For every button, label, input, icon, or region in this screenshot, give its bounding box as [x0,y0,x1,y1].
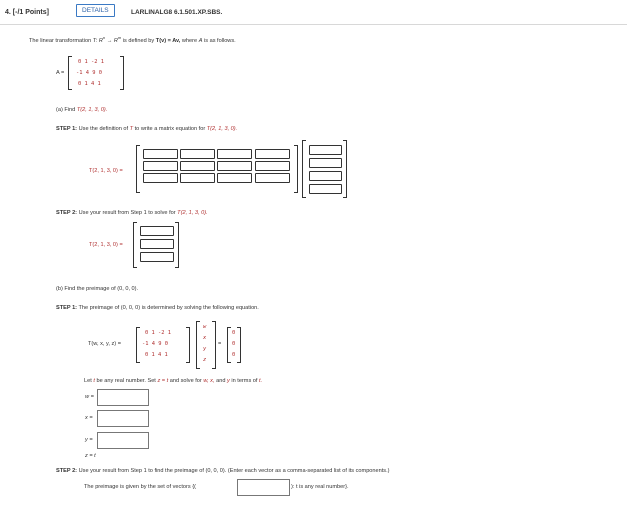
zero-entry: 0 [232,341,236,347]
answer-matrix-right-bracket [294,145,298,193]
w-label: w = [85,394,94,400]
problem-code: LARLINALG8 6.1.501.XP.SBS. [131,9,223,16]
part-a-step1: STEP 1: Use the definition of T to write a matrix equation for T(2, 1, 3, 0). [56,126,238,132]
answer-vector-left-bracket [302,140,306,198]
answer-vector-right-bracket [343,140,347,198]
matrix-a-row: 0 1 4 1 [78,81,101,87]
zero-entry: 0 [232,352,236,358]
points-label: [-/1 Points] [12,9,49,16]
matrix-a-row: -1 4 9 0 [76,70,102,76]
matrix-b-row: 0 1 -2 1 [145,330,171,336]
part-a-step2: STEP 2: Use your result from Step 1 to solve for T(2, 1, 3, 0). [56,210,208,216]
matrix-entry-input[interactable] [180,161,215,171]
y-input[interactable] [97,432,149,449]
part-b-prompt: (b) Find the preimage of (0, 0, 0). [56,286,139,292]
part-b-step1: STEP 1: The preimage of (0, 0, 0) is determined by solving the following equation. [56,305,259,311]
x-input[interactable] [97,410,149,427]
answer-matrix-left-bracket [136,145,140,193]
matrix-entry-input[interactable] [217,161,252,171]
preimage-lhs: T(w, x, y, z) = [88,341,121,347]
intro-sentence: The linear transformation T: $R^n \to R^m$ is defined by T(v) = Av, where A is as follows. [29,35,236,44]
matrix-entry-input[interactable] [180,149,215,159]
result-entry-input[interactable] [140,226,174,236]
var-vector-right-bracket [212,321,216,369]
vector-entry-input[interactable] [309,184,342,194]
step1-lhs: T(2, 1, 3, 0) = [89,168,123,174]
matrix-entry-input[interactable] [255,161,290,171]
vector-entry-input[interactable] [309,145,342,155]
vector-entry-input[interactable] [309,171,342,181]
x-label: x = [85,415,93,421]
zero-entry: 0 [232,330,236,336]
matrix-b-row: -1 4 9 0 [142,341,168,347]
preimage-text-start: The preimage is given by the set of vectors {( [84,484,196,490]
var-x: x [203,335,207,341]
zero-vector-right-bracket [237,327,241,363]
var-z: z [203,357,207,363]
matrix-entry-input[interactable] [143,149,178,159]
details-button[interactable]: DETAILS [76,4,115,17]
matrix-entry-input[interactable] [143,173,178,183]
matrix-a-label: A = [56,70,65,76]
matrix-entry-input[interactable] [143,161,178,171]
matrix-a-left-bracket [68,56,72,90]
result-vector-right-bracket [175,222,179,268]
matrix-a-row: 0 1 -2 1 [78,59,104,65]
var-vector-left-bracket [196,321,200,369]
result-vector-left-bracket [133,222,137,268]
matrix-entry-input[interactable] [255,173,290,183]
result-entry-input[interactable] [140,239,174,249]
matrix-b-left-bracket [136,327,140,363]
question-number: 4. [-/1 Points] [5,9,49,16]
let-t-instruction: Let t be any real number. Set z = t and solve for w, x, and y in terms of t. [84,378,263,384]
zero-vector-left-bracket [227,327,231,363]
preimage-text-end: ): t is any real number}. [291,484,349,490]
matrix-b-row: 0 1 4 1 [145,352,168,358]
equals-sign: = [218,341,222,347]
part-a-prompt: (a) Find T(2, 1, 3, 0). [56,107,108,113]
matrix-entry-input[interactable] [217,149,252,159]
matrix-entry-input[interactable] [180,173,215,183]
matrix-entry-input[interactable] [255,149,290,159]
w-input[interactable] [97,389,149,406]
result-entry-input[interactable] [140,252,174,262]
var-w: w [203,324,207,330]
matrix-entry-input[interactable] [217,173,252,183]
z-equals-t: z = t [85,453,96,459]
header-divider [0,24,627,25]
matrix-a-right-bracket [120,56,124,90]
part-b-step2: STEP 2: Use your result from Step 1 to find the preimage of (0, 0, 0). (Enter each vector as a comma-separated list of its components.) [56,468,390,474]
vector-entry-input[interactable] [309,158,342,168]
preimage-input[interactable] [237,479,290,496]
matrix-b-right-bracket [186,327,190,363]
var-y: y [203,346,207,352]
step2-lhs: T(2, 1, 3, 0) = [89,242,123,248]
y-label: y = [85,437,93,443]
